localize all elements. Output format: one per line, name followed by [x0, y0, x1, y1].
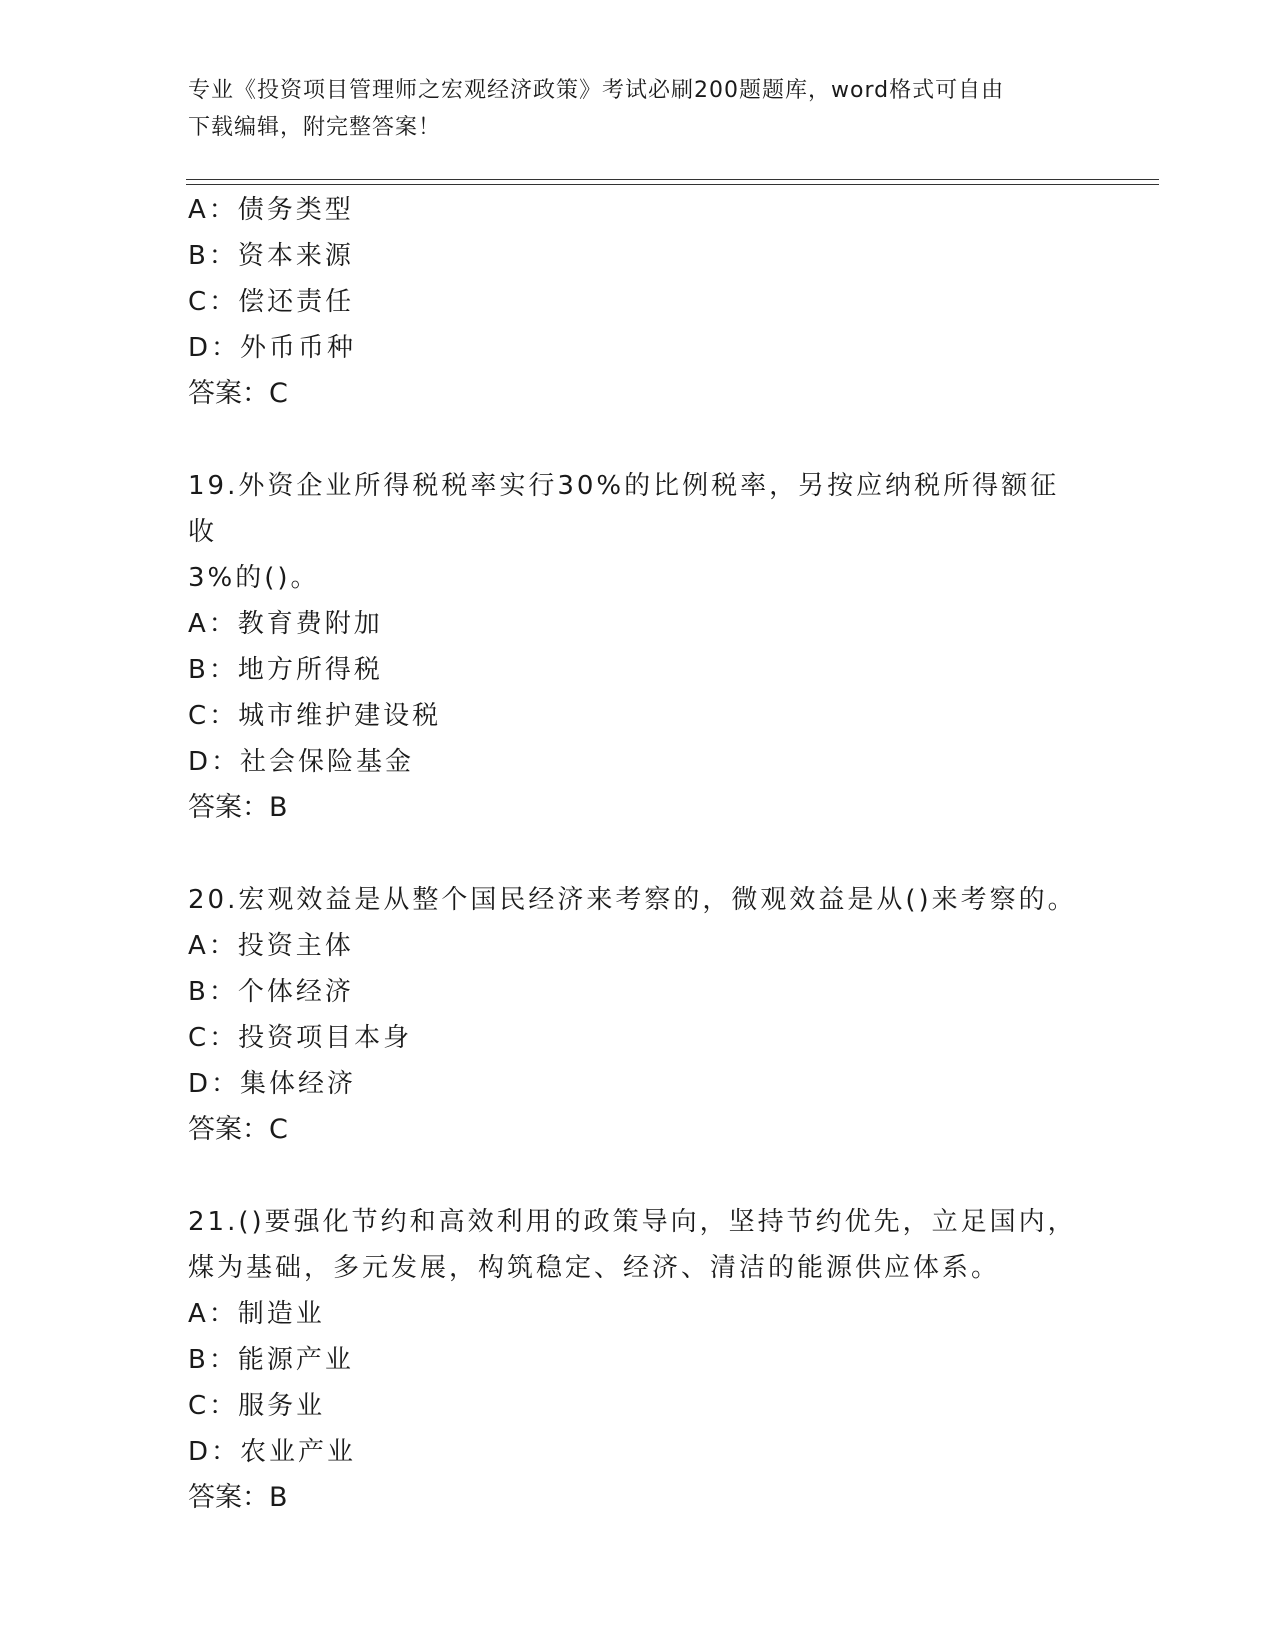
header-line-1: 专业《投资项目管理师之宏观经济政策》考试必刷200题题库，word格式可自由: [188, 78, 1005, 103]
option-a: A：教育费附加: [188, 609, 383, 639]
header-divider-top: [186, 179, 1159, 180]
answer-line: 答案：B: [188, 1482, 288, 1513]
question-stem-line-2: 3%的()。: [188, 563, 320, 593]
document-header: [188, 72, 1068, 146]
option-c: C：服务业: [188, 1391, 326, 1421]
question-block-18: [188, 187, 1088, 417]
answer-line: 答案：C: [188, 1114, 288, 1145]
question-block-19: [188, 463, 1088, 831]
option-a: A：制造业: [188, 1299, 325, 1329]
question-stem-line-2: 煤为基础，多元发展，构筑稳定、经济、清洁的能源供应体系。: [188, 1253, 1001, 1283]
question-stem-line-1: 20.宏观效益是从整个国民经济来考察的，微观效益是从()来考察的。: [188, 885, 1077, 915]
option-b: B：资本来源: [188, 241, 354, 271]
answer-line: 答案：C: [188, 378, 288, 409]
option-a: A：债务类型: [188, 195, 354, 225]
option-d: D：农业产业: [188, 1437, 357, 1467]
option-d: D：集体经济: [188, 1069, 357, 1099]
option-b: B：个体经济: [188, 977, 354, 1007]
question-stem-line-1: 21.()要强化节约和高效利用的政策导向，坚持节约优先，立足国内，: [188, 1207, 1077, 1237]
header-divider-bottom: [186, 184, 1159, 185]
question-stem-line-1: 19.外资企业所得税税率实行30%的比例税率，另按应纳税所得额征收: [188, 471, 1060, 547]
option-b: B：地方所得税: [188, 655, 383, 685]
question-block-21: [188, 1199, 1088, 1521]
answer-line: 答案：B: [188, 792, 288, 823]
option-a: A：投资主体: [188, 931, 354, 961]
header-line-2: 下载编辑，附完整答案！: [188, 115, 442, 140]
option-c: C：偿还责任: [188, 287, 355, 317]
question-block-20: [188, 877, 1088, 1153]
option-c: C：投资项目本身: [188, 1023, 413, 1053]
option-c: C：城市维护建设税: [188, 701, 442, 731]
option-b: B：能源产业: [188, 1345, 354, 1375]
option-d: D：社会保险基金: [188, 747, 415, 777]
option-d: D：外币币种: [188, 333, 357, 363]
question-list: [188, 187, 1088, 1521]
